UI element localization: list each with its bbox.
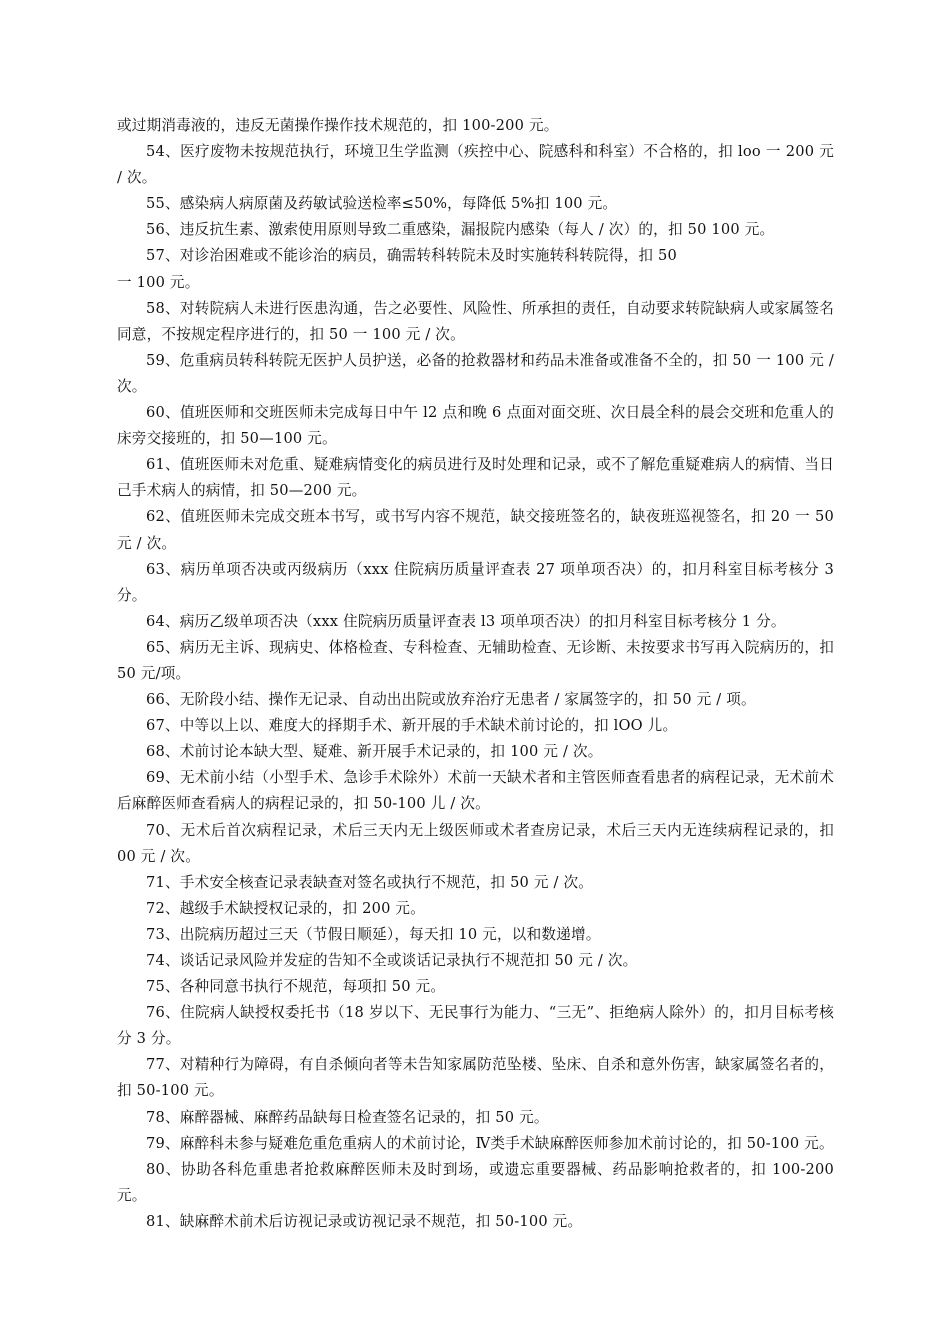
paragraph: 62、值班医师未完成交班本书写，或书写内容不规范，缺交接班签名的，缺夜班巡视签名，扣 20 一 50 元 / 次。 xyxy=(117,508,834,552)
paragraph: 79、麻醉科未参与疑难危重危重病人的术前讨论，Ⅳ类手术缺麻醉医师参加术前讨论的，扣 50-100 元。 xyxy=(146,1134,834,1152)
paragraph: 75、各种同意书执行不规范，每项扣 50 元。 xyxy=(146,978,446,996)
paragraph: 54、医疗废物未按规范执行，环境卫生学监测（疾控中心、院感科和科室）不合格的，扣 loo 一 200 元 / 次。 xyxy=(117,143,834,187)
paragraph: 59、危重病员转科转院无医护人员护送，必备的抢救器材和药品未准备或准备不全的，扣 50 一 100 元 / 次。 xyxy=(117,351,834,395)
paragraph: 64、病历乙级单项否决（xxx 住院病历质量评查表 l3 项单项否决）的扣月科室目标考核分 1 分。 xyxy=(146,612,786,630)
paragraph: 72、越级手术缺授权记录的，扣 200 元。 xyxy=(146,899,426,917)
paragraph: 80、协助各科危重患者抢救麻醉医师未及时到场，或遗忘重要器械、药品影响抢救者的，扣 100-200 元。 xyxy=(117,1160,834,1204)
paragraph: 56、违反抗生素、激索使用原则导致二重感染，漏报院内感染（每人 / 次）的，扣 50 100 元。 xyxy=(146,221,775,239)
paragraph: 57、对诊治困难或不能诊治的病员，确需转科转院未及时实施转科转院得，扣 50 xyxy=(146,247,677,265)
paragraph: 73、出院病历超过三天（节假日顺延），每天扣 10 元，以和数递增。 xyxy=(146,925,601,943)
paragraph: 81、缺麻醉术前术后访视记录或访视记录不规范，扣 50-100 元。 xyxy=(146,1212,583,1230)
document-body xyxy=(117,113,834,1235)
paragraph: 70、无术后首次病程记录，术后三天内无上级医师或术者查房记录，术后三天内无连续病程记录的，扣 00 元 / 次。 xyxy=(117,821,834,865)
paragraph: 63、病历单项否决或丙级病历（xxx 住院病历质量评查表 27 项单项否决）的，扣月科室目标考核分 3 分。 xyxy=(117,560,834,604)
paragraph: 69、无术前小结（小型手术、急诊手术除外）术前一天缺术者和主管医师查看患者的病程记录，无术前术后麻醉医师查看病人的病程记录的，扣 50-100 儿 / 次。 xyxy=(117,769,834,813)
paragraph: 68、术前讨论本缺大型、疑难、新开展手术记录的，扣 100 元 / 次。 xyxy=(146,743,603,761)
paragraph: 77、对精种行为障碍，有自杀倾向者等未告知家属防范坠楼、坠床、自杀和意外伤害，缺家属签名者的，扣 50-100 元。 xyxy=(117,1056,834,1100)
paragraph: 78、麻醉器械、麻醉药品缺每日检查签名记录的，扣 50 元。 xyxy=(146,1108,549,1126)
paragraph: 74、谈话记录风险并发症的告知不全或谈话记录执行不规范扣 50 元 / 次。 xyxy=(146,952,638,969)
paragraph: 61、值班医师未对危重、疑难病情变化的病员进行及时处理和记录，或不了解危重疑难病人的病情、当日己手术病人的病情，扣 50—200 元。 xyxy=(117,456,834,500)
paragraph: 或过期消毒液的，违反无菌操作操作技术规范的，扣 100-200 元。 xyxy=(117,117,559,134)
paragraph: 66、无阶段小结、操作无记录、自动出出院或放弃治疗无患者 / 家属签字的，扣 50 元 / 项。 xyxy=(146,691,756,709)
paragraph: 一 100 元。 xyxy=(117,273,200,291)
paragraph: 55、感染病人病原菌及药敏试验送检率≤50%，每降低 5%扣 100 元。 xyxy=(146,195,618,213)
paragraph: 67、中等以上以、难度大的择期手术、新开展的手术缺术前讨论的，扣 lOO 儿。 xyxy=(146,717,678,735)
paragraph: 76、住院病人缺授权委托书（18 岁以下、无民事行为能力、“三无”、拒绝病人除外）的，扣月目标考核分 3 分。 xyxy=(117,1004,834,1048)
paragraph: 65、病历无主诉、现病史、体格检查、专科检查、无辅助检查、无诊断、未按要求书写再入院病历的，扣 50 元/项。 xyxy=(117,638,834,682)
paragraph: 58、对转院病人未进行医患沟通，告之必要性、风险性、所承担的责任，自动要求转院缺病人或家属签名同意，不按规定程序进行的，扣 50 一 100 元 / 次。 xyxy=(117,299,834,343)
paragraph: 60、值班医师和交班医师未完成每日中午 l2 点和晚 6 点面对面交班、次日晨全科的晨会交班和危重人的床旁交接班的，扣 50—100 元。 xyxy=(117,404,834,448)
paragraph: 71、手术安全核查记录表缺查对签名或执行不规范，扣 50 元 / 次。 xyxy=(146,873,594,891)
